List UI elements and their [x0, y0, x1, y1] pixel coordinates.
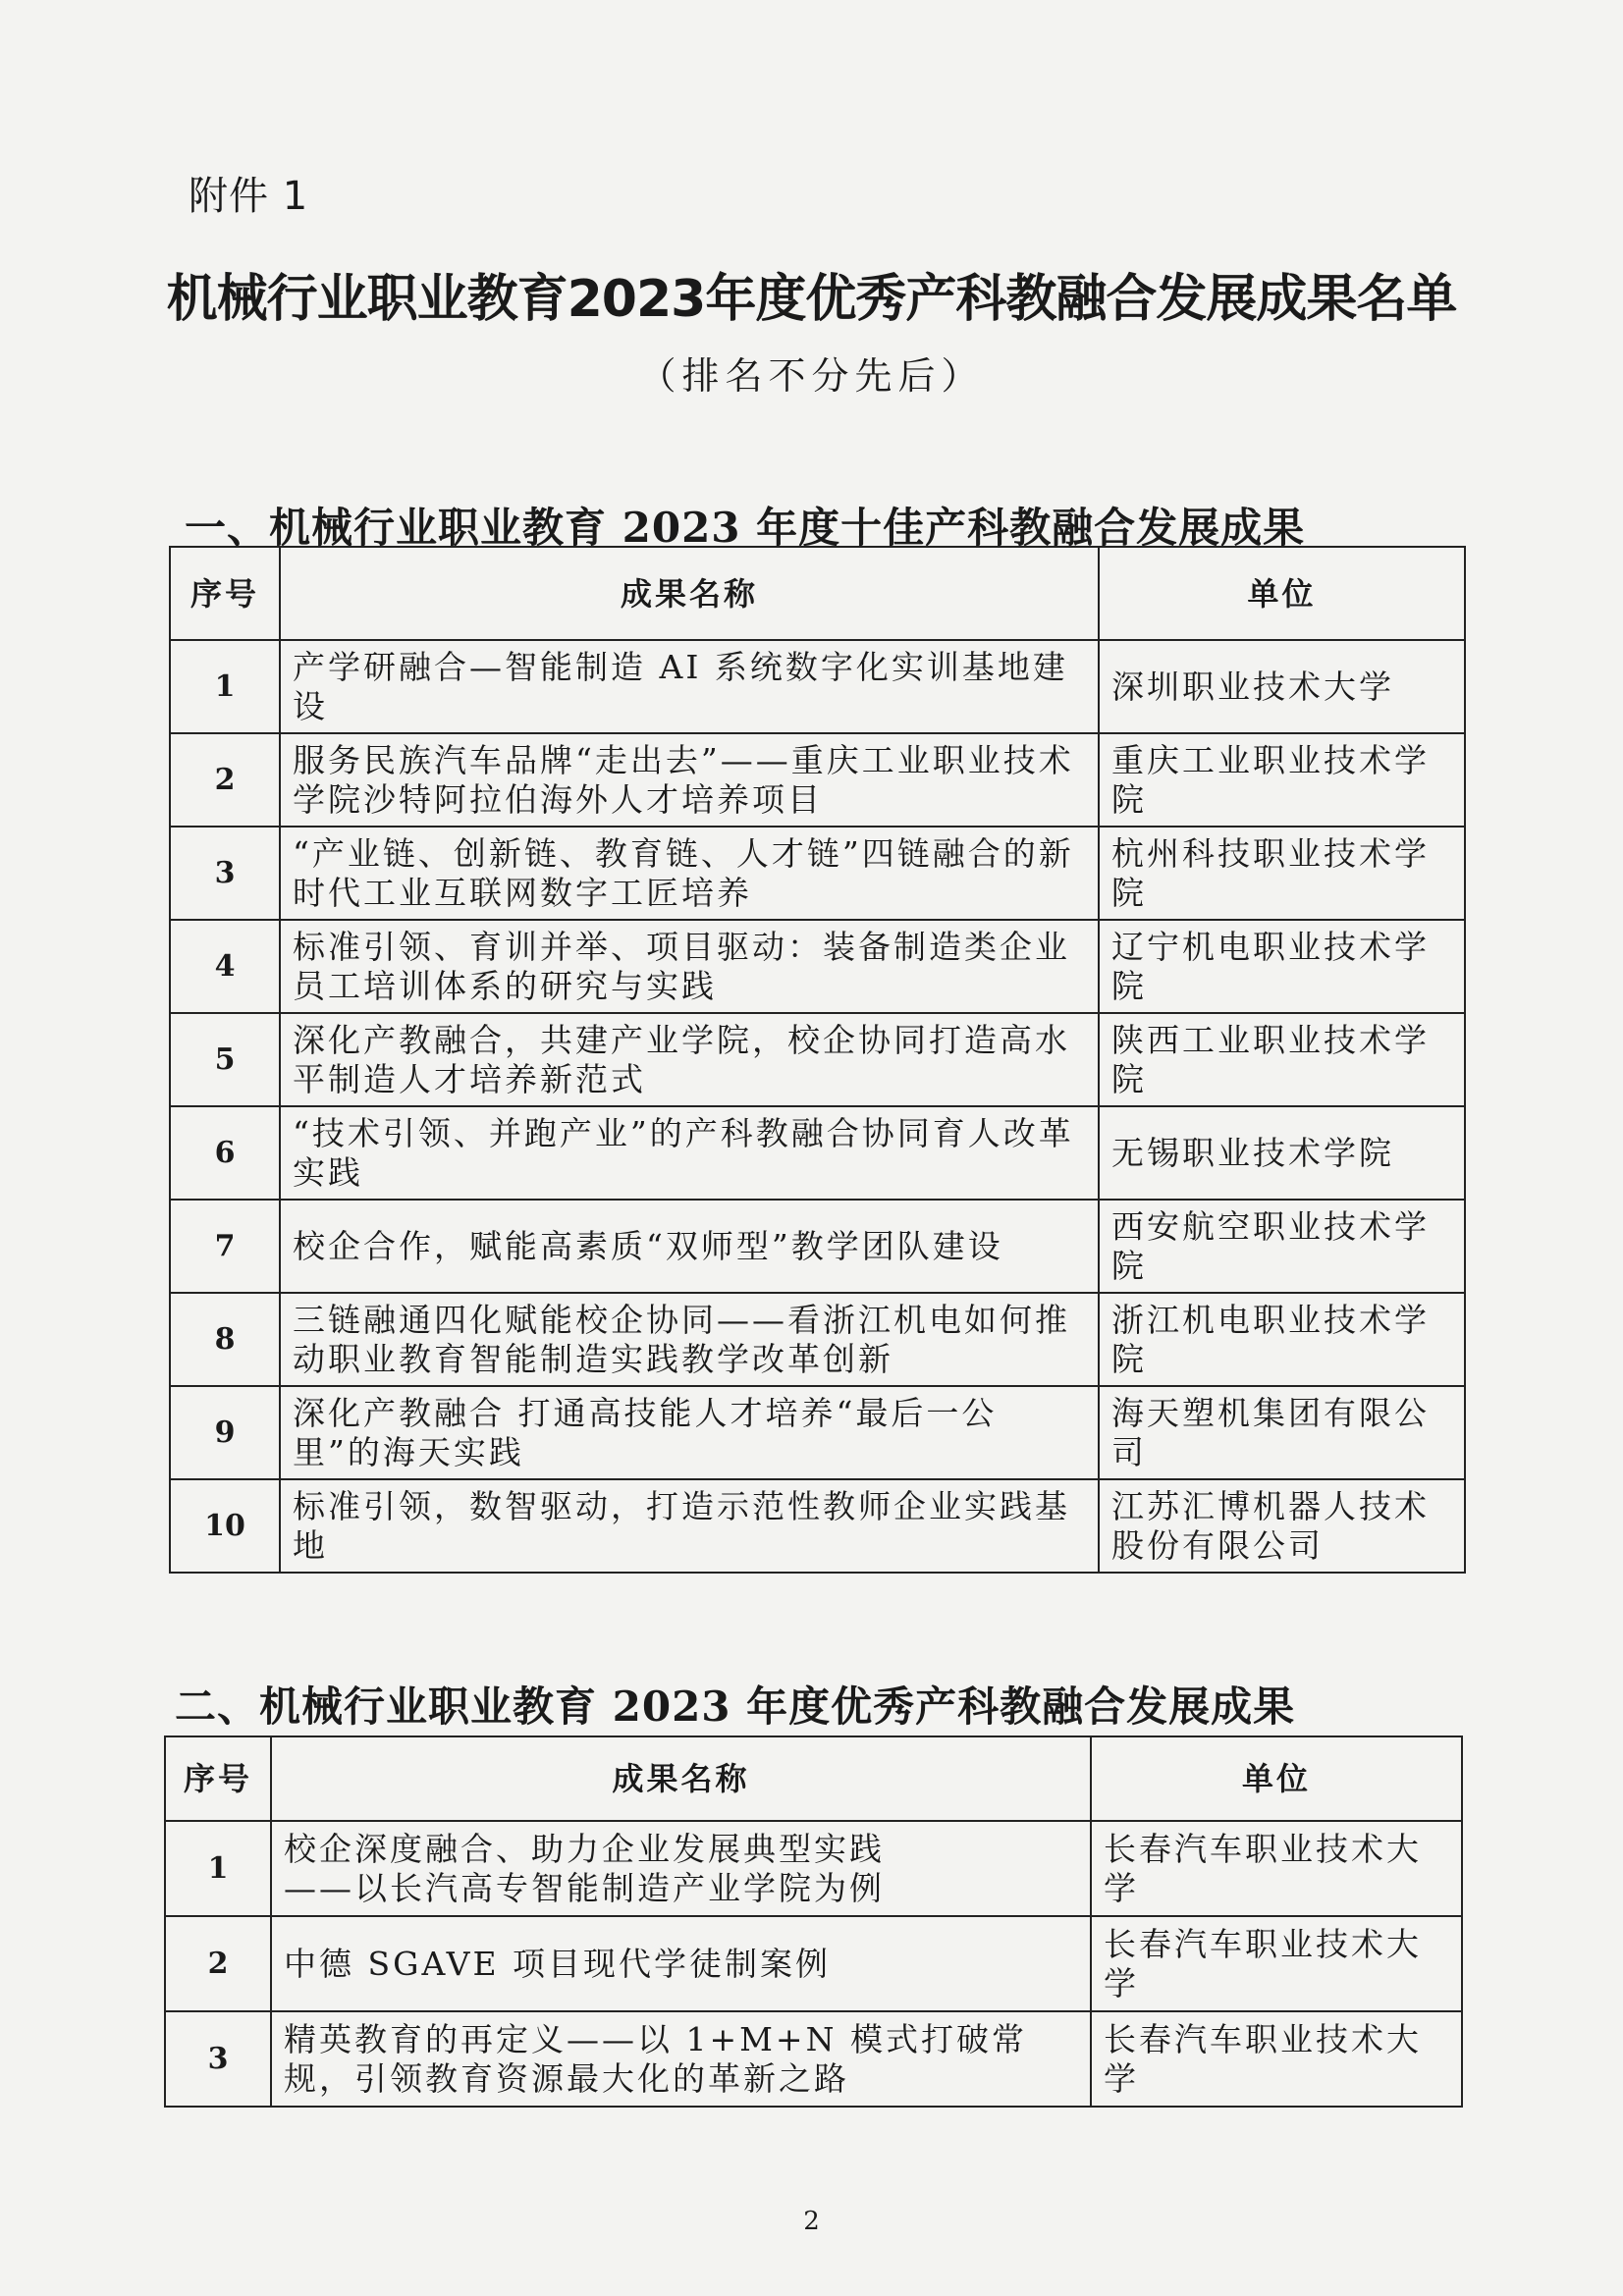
row-number: 4: [170, 920, 280, 1013]
unit-name: 陕西工业职业技术学院: [1099, 1013, 1465, 1106]
row-number: 9: [170, 1386, 280, 1479]
unit-name: 西安航空职业技术学院: [1099, 1200, 1465, 1293]
row-number: 2: [165, 1916, 271, 2011]
attachment-label: 附件 1: [189, 174, 309, 219]
section-1-title: 一、机械行业职业教育 2023 年度十佳产科教融合发展成果: [185, 504, 1306, 552]
table-row: [170, 920, 1465, 1013]
table-row: [170, 1293, 1465, 1386]
table-header-row: [170, 547, 1465, 640]
table-row: [170, 1479, 1465, 1573]
column-header-no: 序号: [170, 547, 280, 640]
page-number: 2: [803, 2207, 820, 2236]
column-header-unit: 单位: [1091, 1736, 1462, 1821]
achievement-name: 三链融通四化赋能校企协同——看浙江机电如何推动职业教育智能制造实践教学改革创新: [280, 1293, 1099, 1386]
achievement-name: 深化产教融合 打通高技能人才培养“最后一公里”的海天实践: [280, 1386, 1099, 1479]
document-title: 机械行业职业教育2023年度优秀产科教融合发展成果名单: [166, 270, 1457, 329]
achievement-name: “技术引领、并跑产业”的产科教融合协同育人改革实践: [280, 1106, 1099, 1200]
table-row: [170, 640, 1465, 733]
unit-name: 浙江机电职业技术学院: [1099, 1293, 1465, 1386]
row-number: 2: [170, 733, 280, 827]
achievement-name: [271, 1821, 1091, 1916]
achievement-name: 服务民族汽车品牌“走出去”——重庆工业职业技术学院沙特阿拉伯海外人才培养项目: [280, 733, 1099, 827]
unit-name: 长春汽车职业技术大学: [1091, 1821, 1462, 1916]
unit-name: 辽宁机电职业技术学院: [1099, 920, 1465, 1013]
achievement-name: 校企合作，赋能高素质“双师型”教学团队建设: [280, 1200, 1099, 1293]
table-row: [170, 827, 1465, 920]
row-number: 10: [170, 1479, 280, 1573]
achievement-name: 中德 SGAVE 项目现代学徒制案例: [271, 1916, 1091, 2011]
section-2-title: 二、机械行业职业教育 2023 年度优秀产科教融合发展成果: [175, 1682, 1296, 1731]
unit-name: 无锡职业技术学院: [1099, 1106, 1465, 1200]
table-row: [170, 1013, 1465, 1106]
document-subtitle: （排名不分先后）: [638, 354, 985, 398]
table-row: [170, 733, 1465, 827]
excellent-table: [164, 1735, 1463, 2108]
table-header-row: [165, 1736, 1462, 1821]
achievement-name: “产业链、创新链、教育链、人才链”四链融合的新时代工业互联网数字工匠培养: [280, 827, 1099, 920]
unit-name: 海天塑机集团有限公司: [1099, 1386, 1465, 1479]
row-number: 1: [165, 1821, 271, 1916]
row-number: 1: [170, 640, 280, 733]
unit-name: 深圳职业技术大学: [1099, 640, 1465, 733]
table-row: [165, 1916, 1462, 2011]
top-ten-table: [169, 546, 1466, 1574]
achievement-name: 标准引领、育训并举、项目驱动：装备制造类企业员工培训体系的研究与实践: [280, 920, 1099, 1013]
achievement-name: 产学研融合—智能制造 AI 系统数字化实训基地建设: [280, 640, 1099, 733]
row-number: 7: [170, 1200, 280, 1293]
achievement-name-line-2: ——以长汽高专智能制造产业学院为例: [284, 1868, 885, 1907]
unit-name: 长春汽车职业技术大学: [1091, 2011, 1462, 2107]
achievement-name: 标准引领，数智驱动，打造示范性教师企业实践基地: [280, 1479, 1099, 1573]
table-row: [170, 1200, 1465, 1293]
row-number: 8: [170, 1293, 280, 1386]
table-row: [170, 1106, 1465, 1200]
column-header-unit: 单位: [1099, 547, 1465, 640]
achievement-name-line-1: 校企深度融合、助力企业发展典型实践: [284, 1829, 885, 1868]
row-number: 3: [170, 827, 280, 920]
table-row: [170, 1386, 1465, 1479]
column-header-name: 成果名称: [271, 1736, 1091, 1821]
table-row: [165, 2011, 1462, 2107]
row-number: 6: [170, 1106, 280, 1200]
achievement-name: 精英教育的再定义——以 1+M+N 模式打破常规，引领教育资源最大化的革新之路: [271, 2011, 1091, 2107]
row-number: 3: [165, 2011, 271, 2107]
unit-name: 长春汽车职业技术大学: [1091, 1916, 1462, 2011]
unit-name: 江苏汇博机器人技术股份有限公司: [1099, 1479, 1465, 1573]
column-header-name: 成果名称: [280, 547, 1099, 640]
achievement-name: 深化产教融合，共建产业学院，校企协同打造高水平制造人才培养新范式: [280, 1013, 1099, 1106]
column-header-no: 序号: [165, 1736, 271, 1821]
unit-name: 重庆工业职业技术学院: [1099, 733, 1465, 827]
row-number: 5: [170, 1013, 280, 1106]
table-row: [165, 1821, 1462, 1916]
unit-name: 杭州科技职业技术学院: [1099, 827, 1465, 920]
